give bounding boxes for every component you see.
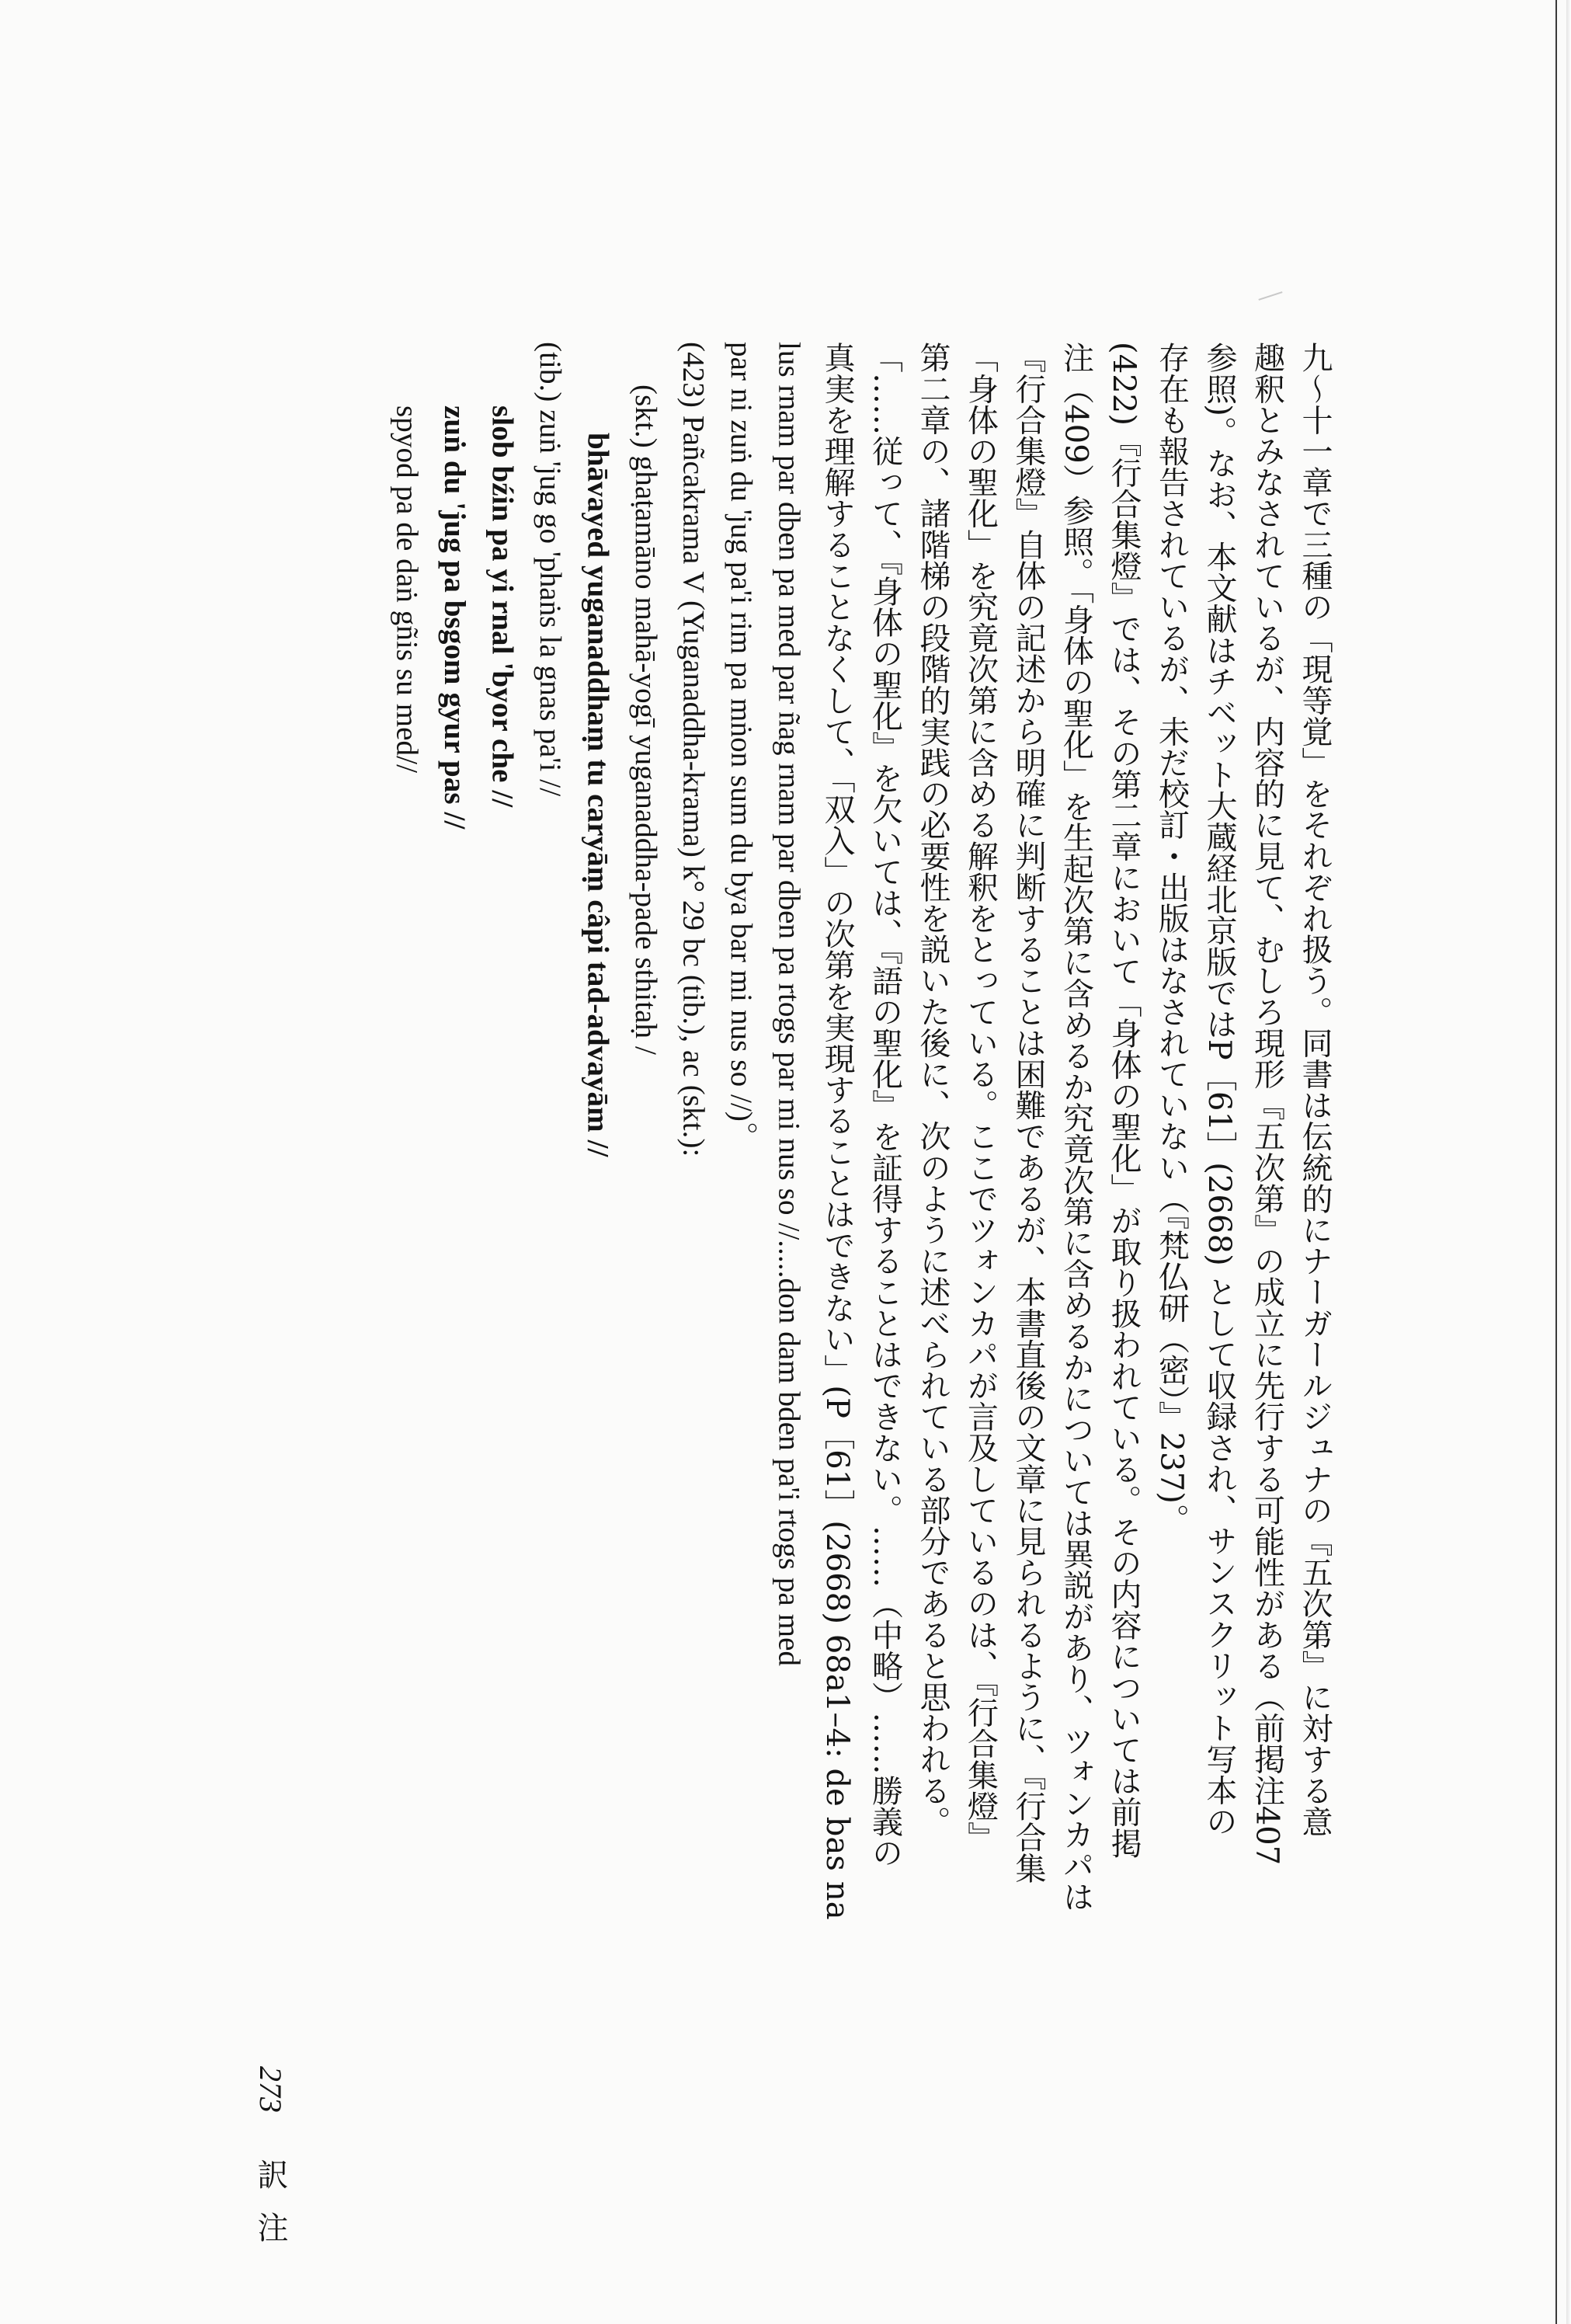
text-line: 真実を理解することなくして、「双入」の次第を実現することはできない」(P［61］(2668) 68a1–4: de bas na: [819, 342, 855, 1920]
note-423-line: (423) Pañcakrama V (Yuganaddha-krama) k° 29 bc (tib.), ac (skt.):: [676, 342, 711, 1157]
text-line: 趣釈とみなされているが、内容的に見て、むしろ現形『五次第』の成立に先行する可能性がある（前掲注407: [1249, 342, 1285, 1866]
text-line: 『行合集燈』自体の記述から明確に判断することは困難であるが、本書直後の文章に見られるように、『行合集: [1010, 342, 1046, 1884]
tibetan-verse-line: spyod pa de daṅ gñis su med//: [390, 405, 424, 773]
note-422-line: (422)『行合集燈』では、その第二章において「身体の聖化」が取り扱われている。その内容については前掲: [1106, 342, 1142, 1859]
text-line: 九〜十一章で三種の「現等覚」をそれぞれ扱う。同書は伝統的にナーガールジュナの『五次第』に対する意: [1297, 342, 1333, 1837]
page-edge-shadow: [1566, 0, 1571, 2324]
body-text: [383, 342, 1338, 2012]
text-line: 注（409）参照。「身体の聖化」を生起次第に含めるか究竟次第に含めるかについては異説があり、ツォンカパは: [1058, 342, 1094, 1912]
text-line: 存在も報告されているが、未だ校訂・出版はなされていない（『梵仏研（密）』237)。: [1153, 342, 1190, 1536]
tibetan-transliteration-line: par ni zuṅ du 'jug pa'i rim pa mṅon sum du bya bar mi nus so //)。: [725, 342, 758, 1153]
text-line: 「身体の聖化」を究竟次第に含める解釈をとっている。ここでツォンカパが言及しているのは、『行合集燈』: [962, 342, 999, 1853]
sanskrit-verse-line: bhāvayed yuganaddhaṃ tu caryāṃ câpi tad-advayām //: [581, 433, 615, 1157]
scan-smudge: [1258, 291, 1282, 301]
tibetan-transliteration-line: lus rnam par dben pa med par ñag rnam par dben pa rtogs par mi nus so //.....don dam bden pa'i rtogs pa med: [772, 342, 806, 1667]
running-head-title: 訳注: [252, 2158, 288, 2264]
text-line: 参照)。なお、本文献はチベット大蔵経北京版ではP［61］(2668) として収録され、サンスクリット写本の: [1201, 342, 1237, 1837]
sanskrit-verse-line: (skt.) ghaṭamāno mahā-yogī yuganaddha-pade sthitaḥ /: [629, 384, 662, 1055]
text-line: 第二章の、諸階梯の段階的実践の必要性を説いた後に、次のように述べられている部分であると思われる。: [915, 342, 951, 1837]
tibetan-verse-line: slob bźin pa yi rnal 'byor che //: [485, 405, 520, 808]
binding-edge-line: [1555, 0, 1557, 2324]
tibetan-verse-line: zuṅ du 'jug pa bsgom gyur pas //: [438, 405, 471, 830]
tibetan-verse-line: (tib.) zuṅ 'jug go 'phaṅs la gnas pa'i //: [534, 342, 567, 797]
page-number: 273: [253, 2066, 288, 2113]
page-footer: [249, 2066, 293, 2264]
text-line: 「……従って、『身体の聖化』を欠いては、『語の聖化』を証得することはできない。……（中略）……勝義の: [867, 342, 903, 1868]
